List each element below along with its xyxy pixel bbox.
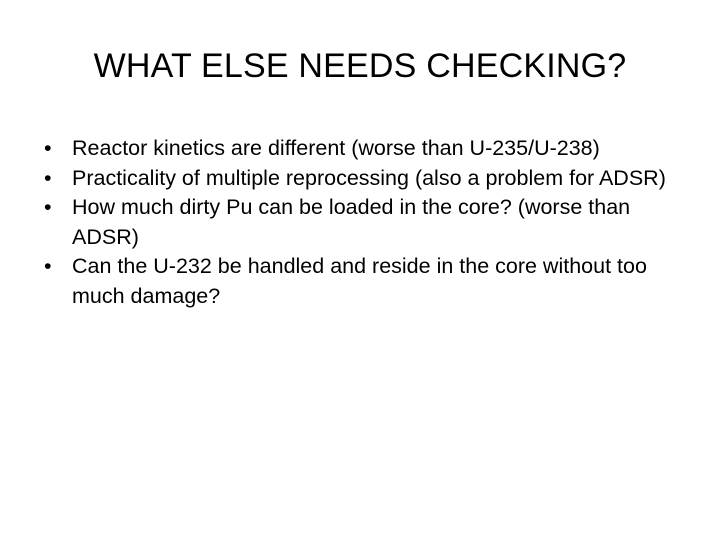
bullet-text: Practicality of multiple reprocessing (also a problem for ADSR) [72, 165, 666, 190]
slide-title: WHAT ELSE NEEDS CHECKING? [93, 47, 627, 85]
bullet-item-u232 [44, 252, 694, 311]
bullet-list [44, 134, 694, 311]
bullet-text: How much dirty Pu can be loaded in the core? (worse than ADSR) [72, 195, 631, 249]
bullet-dot-icon: • [44, 165, 52, 190]
bullet-dot-icon: • [44, 195, 52, 219]
bullet-text: Can the U-232 be handled and reside in the core without too much damage? [72, 254, 647, 308]
bullet-dot-icon: • [44, 254, 52, 278]
bullet-item-reprocessing [44, 164, 694, 194]
bullet-text: Reactor kinetics are different (worse than U-235/U-238) [72, 136, 600, 160]
bullet-dot-icon: • [44, 136, 52, 160]
bullet-item-dirty-pu [44, 193, 694, 252]
bullet-item-reactor-kinetics [44, 134, 694, 164]
